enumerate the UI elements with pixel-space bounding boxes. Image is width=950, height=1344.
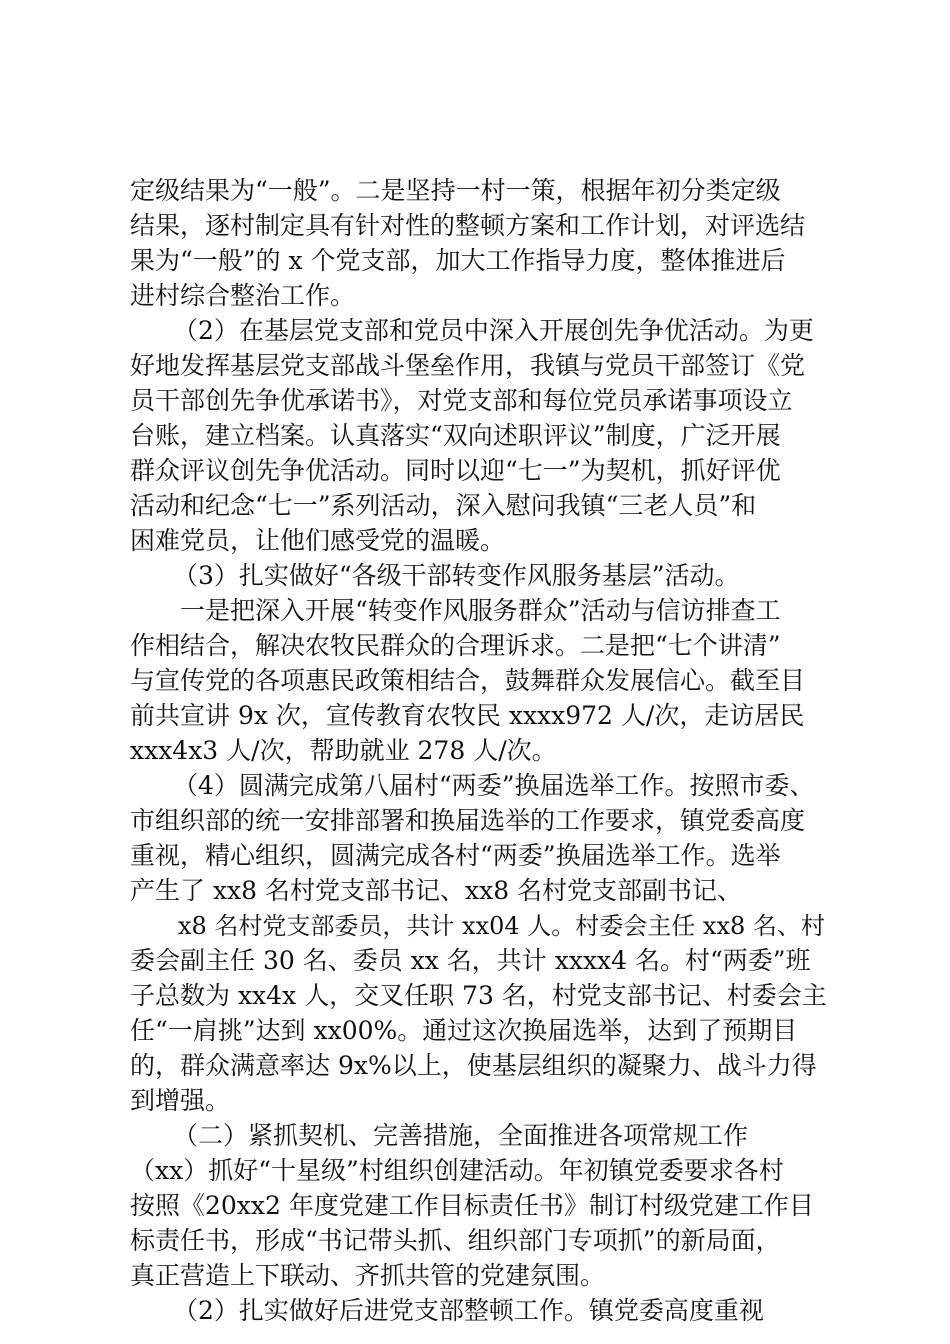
text-line: 子总数为 xx4x 人，交叉任职 73 名，村党支部书记、村委会主 [130, 981, 827, 1010]
text-line: 台账，建立档案。认真落实“双向述职评议”制度，广泛开展 [130, 421, 781, 450]
text-line: 活动和纪念“七一”系列活动，深入慰问我镇“三老人员”和 [130, 491, 757, 520]
text-line: （xx）抓好“十星级”村组织创建活动。年初镇党委要求各村 [130, 1156, 784, 1185]
text-line: 按照《20xx2 年度党建工作目标责任书》制订村级党建工作目 [130, 1191, 814, 1220]
text-line: 困难党员，让他们感受党的温暖。 [130, 526, 506, 555]
text-line: 市组织部的统一安排部署和换届选举的工作要求，镇党委高度 [130, 806, 806, 835]
text-line: 好地发挥基层党支部战斗堡垒作用，我镇与党员干部签订《党 [130, 351, 806, 380]
text-line: 前共宣讲 9x 次，宣传教育农牧民 xxxx972 人/次，走访居民 [130, 701, 805, 730]
text-line: （4）圆满完成第八届村“两委”换届选举工作。按照市委、 [173, 771, 815, 800]
text-line: 群众评议创先争优活动。同时以迎“七一”为契机，抓好评优 [130, 456, 781, 485]
text-line: 标责任书，形成“书记带头抓、组织部门专项抓”的新局面， [130, 1226, 781, 1255]
text-line: 作相结合，解决农牧民群众的合理诉求。二是把“七个讲清” [130, 631, 781, 660]
text-line: xxx4x3 人/次，帮助就业 278 人/次。 [130, 736, 557, 765]
text-line: 任“一肩挑”达到 xx00%。通过这次换届选举，达到了预期目 [130, 1016, 798, 1045]
text-line: 果为“一般”的 x 个党支部，加大工作指导力度，整体推进后 [130, 246, 786, 275]
text-line: 一是把深入开展“转变作风服务群众”活动与信访排查工 [180, 596, 781, 625]
text-line: 定级结果为“一般”。二是坚持一村一策，根据年初分类定级 [130, 176, 781, 205]
text-line: 员干部创先争优承诺书》，对党支部和每位党员承诺事项设立 [130, 386, 793, 415]
text-line: x8 名村党支部委员，共计 xx04 人。村委会主任 xx8 名、村 [178, 912, 825, 940]
text-line: 到增强。 [130, 1086, 231, 1115]
text-line: （2）在基层党支部和党员中深入开展创先争优活动。为更 [173, 316, 814, 345]
text-line: 重视，精心组织，圆满完成各村“两委”换届选举工作。选举 [130, 841, 781, 870]
text-line: （3）扎实做好“各级干部转变作风服务基层”活动。 [173, 561, 740, 590]
text-line: 产生了 xx8 名村党支部书记、xx8 名村党支部副书记、 [130, 876, 743, 905]
text-line: 委会副主任 30 名、委员 xx 名，共计 xxxx4 名。村“两委”班 [130, 946, 811, 975]
text-line: （2）扎实做好后进党支部整顿工作。镇党委高度重视 [173, 1296, 764, 1325]
text-line: 真正营造上下联动、齐抓共管的党建氛围。 [130, 1261, 606, 1290]
text-line: 与宣传党的各项惠民政策相结合，鼓舞群众发展信心。截至目 [130, 666, 806, 695]
text-line: 的，群众满意率达 9x%以上，使基层组织的凝聚力、战斗力得 [130, 1051, 817, 1080]
text-line: 进村综合整治工作。 [130, 281, 356, 310]
text-line: 结果，逐村制定具有针对性的整顿方案和工作计划，对评选结 [130, 211, 806, 240]
section-heading: （二）紧抓契机、完善措施，全面推进各项常规工作 [173, 1121, 749, 1150]
